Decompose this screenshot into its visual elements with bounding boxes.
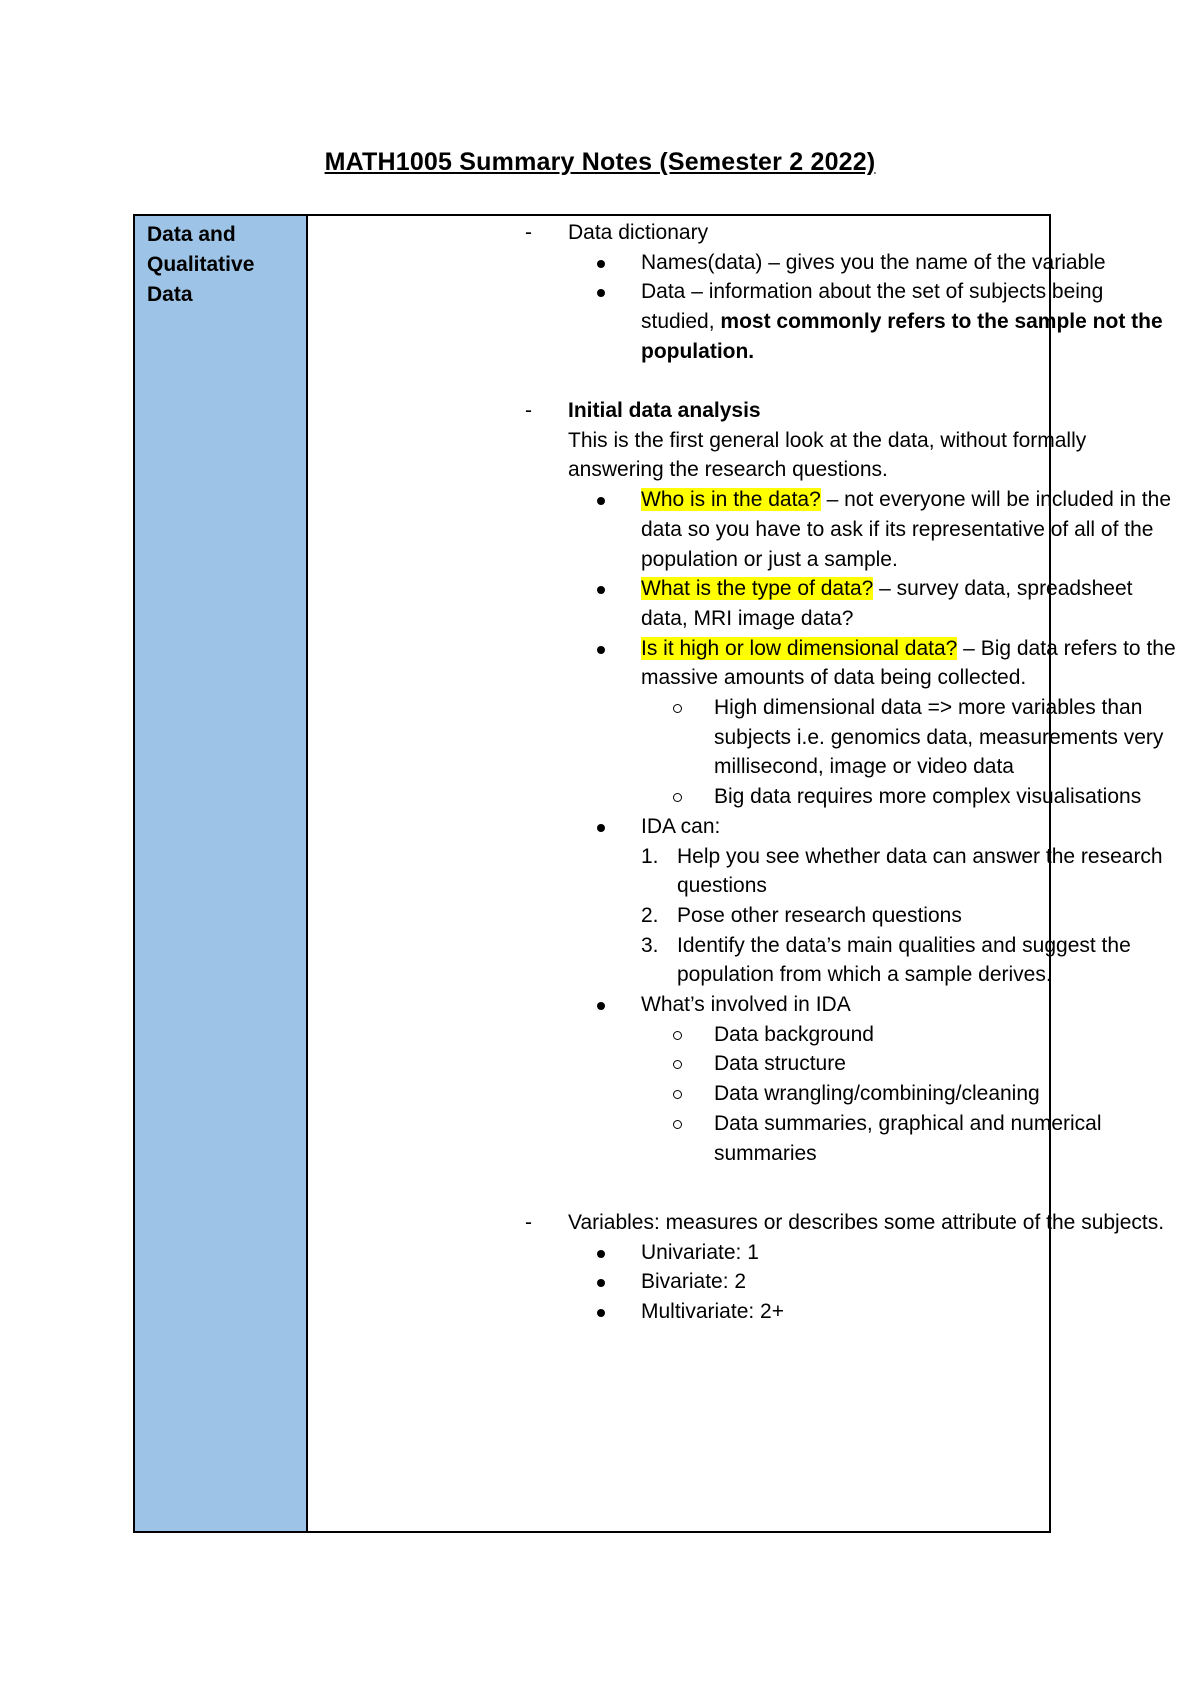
numbered-item: 2. Pose other research questions bbox=[641, 903, 962, 927]
dash-marker: - bbox=[525, 221, 532, 244]
dash-marker: - bbox=[525, 1211, 532, 1234]
circle-bullet-icon bbox=[673, 1090, 682, 1099]
list-item: Bivariate: 2 bbox=[308, 1267, 1049, 1297]
numbered-item: 3. Identify the data’s main qualities and suggest the bbox=[641, 933, 1131, 957]
heading-variables: Variables: measures or describes some attribute of the subjects. bbox=[568, 1211, 1165, 1234]
bullet-icon bbox=[597, 1279, 605, 1287]
heading-data-dictionary: Data dictionary bbox=[568, 221, 709, 244]
list-item: Who is in the data? – not everyone will be included in the bbox=[308, 485, 1049, 515]
sub-list-item: Data structure bbox=[308, 1049, 1049, 1079]
highlight: What is the type of data? bbox=[641, 577, 874, 601]
notes-table bbox=[133, 214, 1176, 1533]
bullet-icon bbox=[597, 646, 605, 654]
topic-cell bbox=[135, 216, 308, 1531]
content-cell bbox=[308, 216, 1176, 1531]
topic-line: Qualitative bbox=[147, 253, 255, 276]
bullet-icon bbox=[597, 260, 605, 268]
section-data-dictionary: - Data dictionary Names(data) – gives you the name of the variable Data – information about the set of subjects being studied, most commonly refers to the sample not the population. bbox=[308, 218, 1049, 367]
section-variables bbox=[308, 1208, 1165, 1327]
list-item: Multivariate: 2+ bbox=[308, 1297, 1049, 1327]
sub-list-item: Data wrangling/combining/cleaning bbox=[308, 1079, 1049, 1109]
numbered-item: 1. Help you see whether data can answer the research bbox=[641, 844, 1163, 868]
circle-bullet-icon bbox=[673, 1031, 682, 1040]
dash-marker: - bbox=[525, 399, 532, 422]
bullet-icon bbox=[597, 1309, 605, 1317]
bullet-icon bbox=[597, 1250, 605, 1258]
sub-list-item: Big data requires more complex visualisations bbox=[308, 782, 1049, 812]
page-title: MATH1005 Summary Notes (Semester 2 2022) bbox=[324, 148, 876, 176]
highlight: Is it high or low dimensional data? bbox=[641, 636, 958, 660]
heading-ida: Initial data analysis bbox=[568, 399, 761, 422]
list-item: What’s involved in IDA bbox=[308, 990, 1049, 1020]
list-item: Data – information about the set of subjects being bbox=[308, 277, 1049, 307]
circle-bullet-icon bbox=[673, 1060, 682, 1069]
bullet-icon bbox=[597, 497, 605, 505]
list-item: IDA can: bbox=[308, 812, 1049, 842]
list-item: Is it high or low dimensional data? – Big data refers to the bbox=[308, 634, 1049, 664]
list-item: What is the type of data? – survey data, spreadsheet bbox=[308, 574, 1049, 604]
bullet-icon bbox=[597, 824, 605, 832]
bullet-icon bbox=[597, 1002, 605, 1010]
circle-bullet-icon bbox=[673, 704, 682, 713]
list-item: Univariate: 1 bbox=[308, 1238, 1049, 1268]
bullet-icon bbox=[597, 289, 605, 297]
topic-line: Data and bbox=[147, 223, 236, 246]
highlight: Who is in the data? bbox=[641, 488, 821, 512]
bullet-icon bbox=[597, 586, 605, 594]
topic-line: Data bbox=[147, 283, 193, 306]
sub-list-item: Data background bbox=[308, 1020, 1049, 1050]
sub-list-item: Data summaries, graphical and numerical bbox=[308, 1109, 1049, 1139]
sub-list-item: High dimensional data => more variables than bbox=[308, 693, 1049, 723]
section-initial-data-analysis: - Initial data analysis This is the first general look at the data, without formally answering the research questions. Who is in the data? – not everyone will be included in the data so you have to ask if its representative of all of the population or just a sample. What is the type of data? – survey data, spreadsheet data, MRI image data? Is it high or low dimensional data? – Big data refers to the massive amounts of data being collected. High dimensional data => more variables than subjects i.e. genomics data, measurements very millisecond, image or video data Big data requires more complex visualisations IDA can: 1. Help you see whether data can answer the research questions 2. Pose other research questions 3. Identify the data’s main qualities and suggest the population from which a sample derives. What’s involved in IDA Data background Data structure Data wrangling/combining/cleaning Data summaries, graphical and numerical summaries bbox=[308, 396, 1049, 1168]
circle-bullet-icon bbox=[673, 793, 682, 802]
list-item: Names(data) – gives you the name of the variable bbox=[308, 248, 1049, 278]
circle-bullet-icon bbox=[673, 1120, 682, 1129]
